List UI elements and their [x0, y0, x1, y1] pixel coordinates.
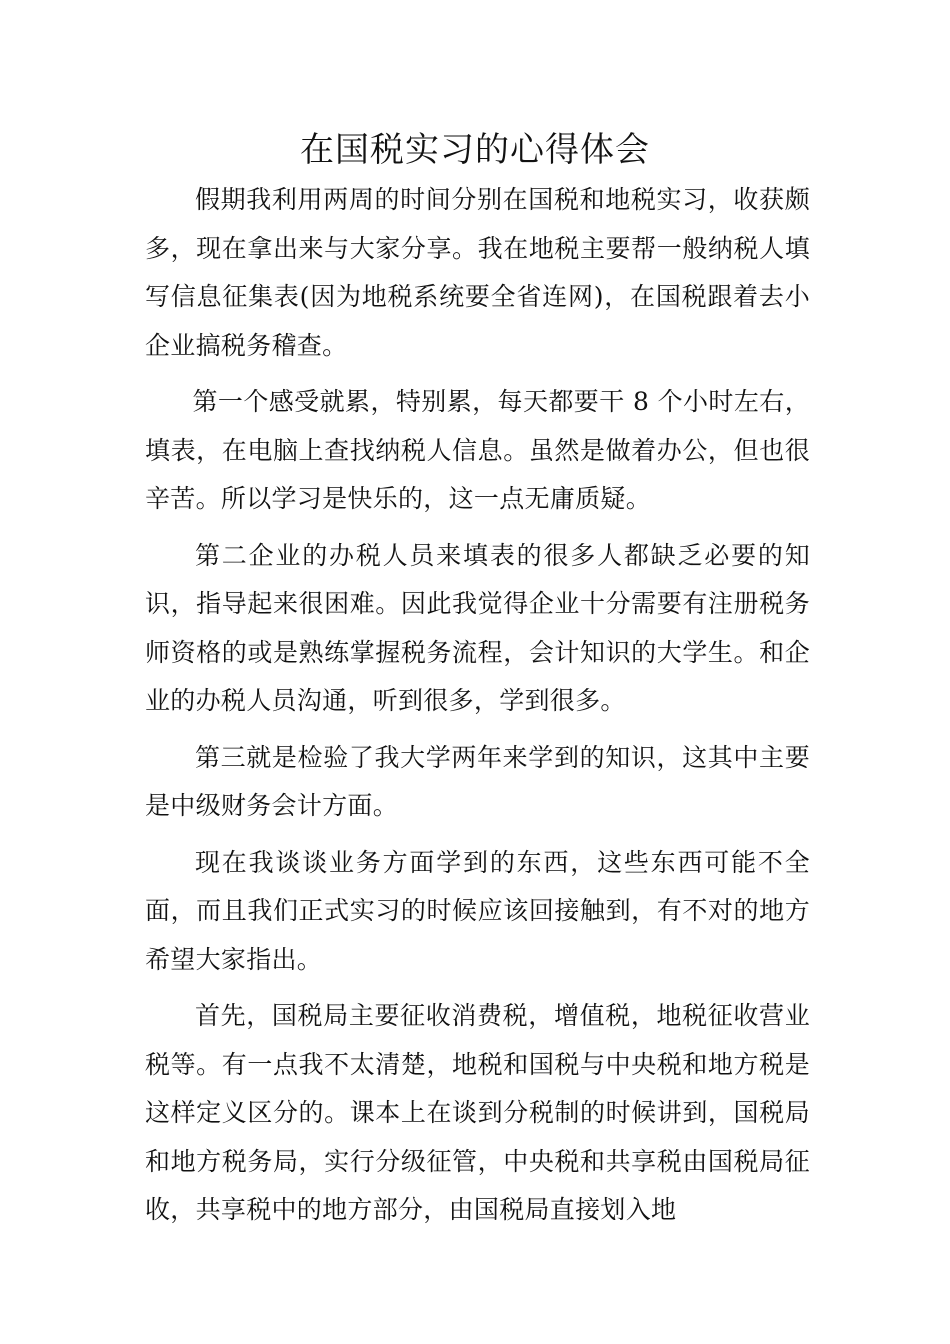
document-title: 在国税实习的心得体会: [300, 130, 650, 170]
paragraph: 首先，国税局主要征收消费税，增值税，地税征收营业税等。有一点我不太清楚，地税和国税与中央税和地方税是这样定义区分的。课本上在谈到分税制的时候讲到，国税局和地方税务局，实行分级征管，中央税和共享税由国税局征收，共享税中的地方部分，由国税局直接划入地: [145, 1001, 810, 1224]
paragraph: 假期我利用两周的时间分别在国税和地税实习，收获颇多，现在拿出来与大家分享。我在地税主要帮一般纳税人填写信息征集表(因为地税系统要全省连网)，在国税跟着去小企业搞税务稽查。: [145, 185, 810, 360]
document-body: [145, 176, 810, 1243]
paragraph: 现在我谈谈业务方面学到的东西，这些东西可能不全面，而且我们正式实习的时候应该回接触到，有不对的地方希望大家指出。: [145, 847, 810, 974]
paragraph: 第三就是检验了我大学两年来学到的知识，这其中主要是中级财务会计方面。: [145, 742, 810, 820]
paragraph: 第一个感受就累，特别累，每天都要干 8 个小时左右，填表，在电脑上查找纳税人信息。虽然是做着办公，但也很辛苦。所以学习是快乐的，这一点无庸质疑。: [145, 387, 810, 513]
paragraph: 第二企业的办税人员来填表的很多人都缺乏必要的知识，指导起来很困难。因此我觉得企业十分需要有注册税务师资格的或是熟练掌握税务流程，会计知识的大学生。和企业的办税人员沟通，听到很多，学到很多。: [145, 540, 810, 715]
